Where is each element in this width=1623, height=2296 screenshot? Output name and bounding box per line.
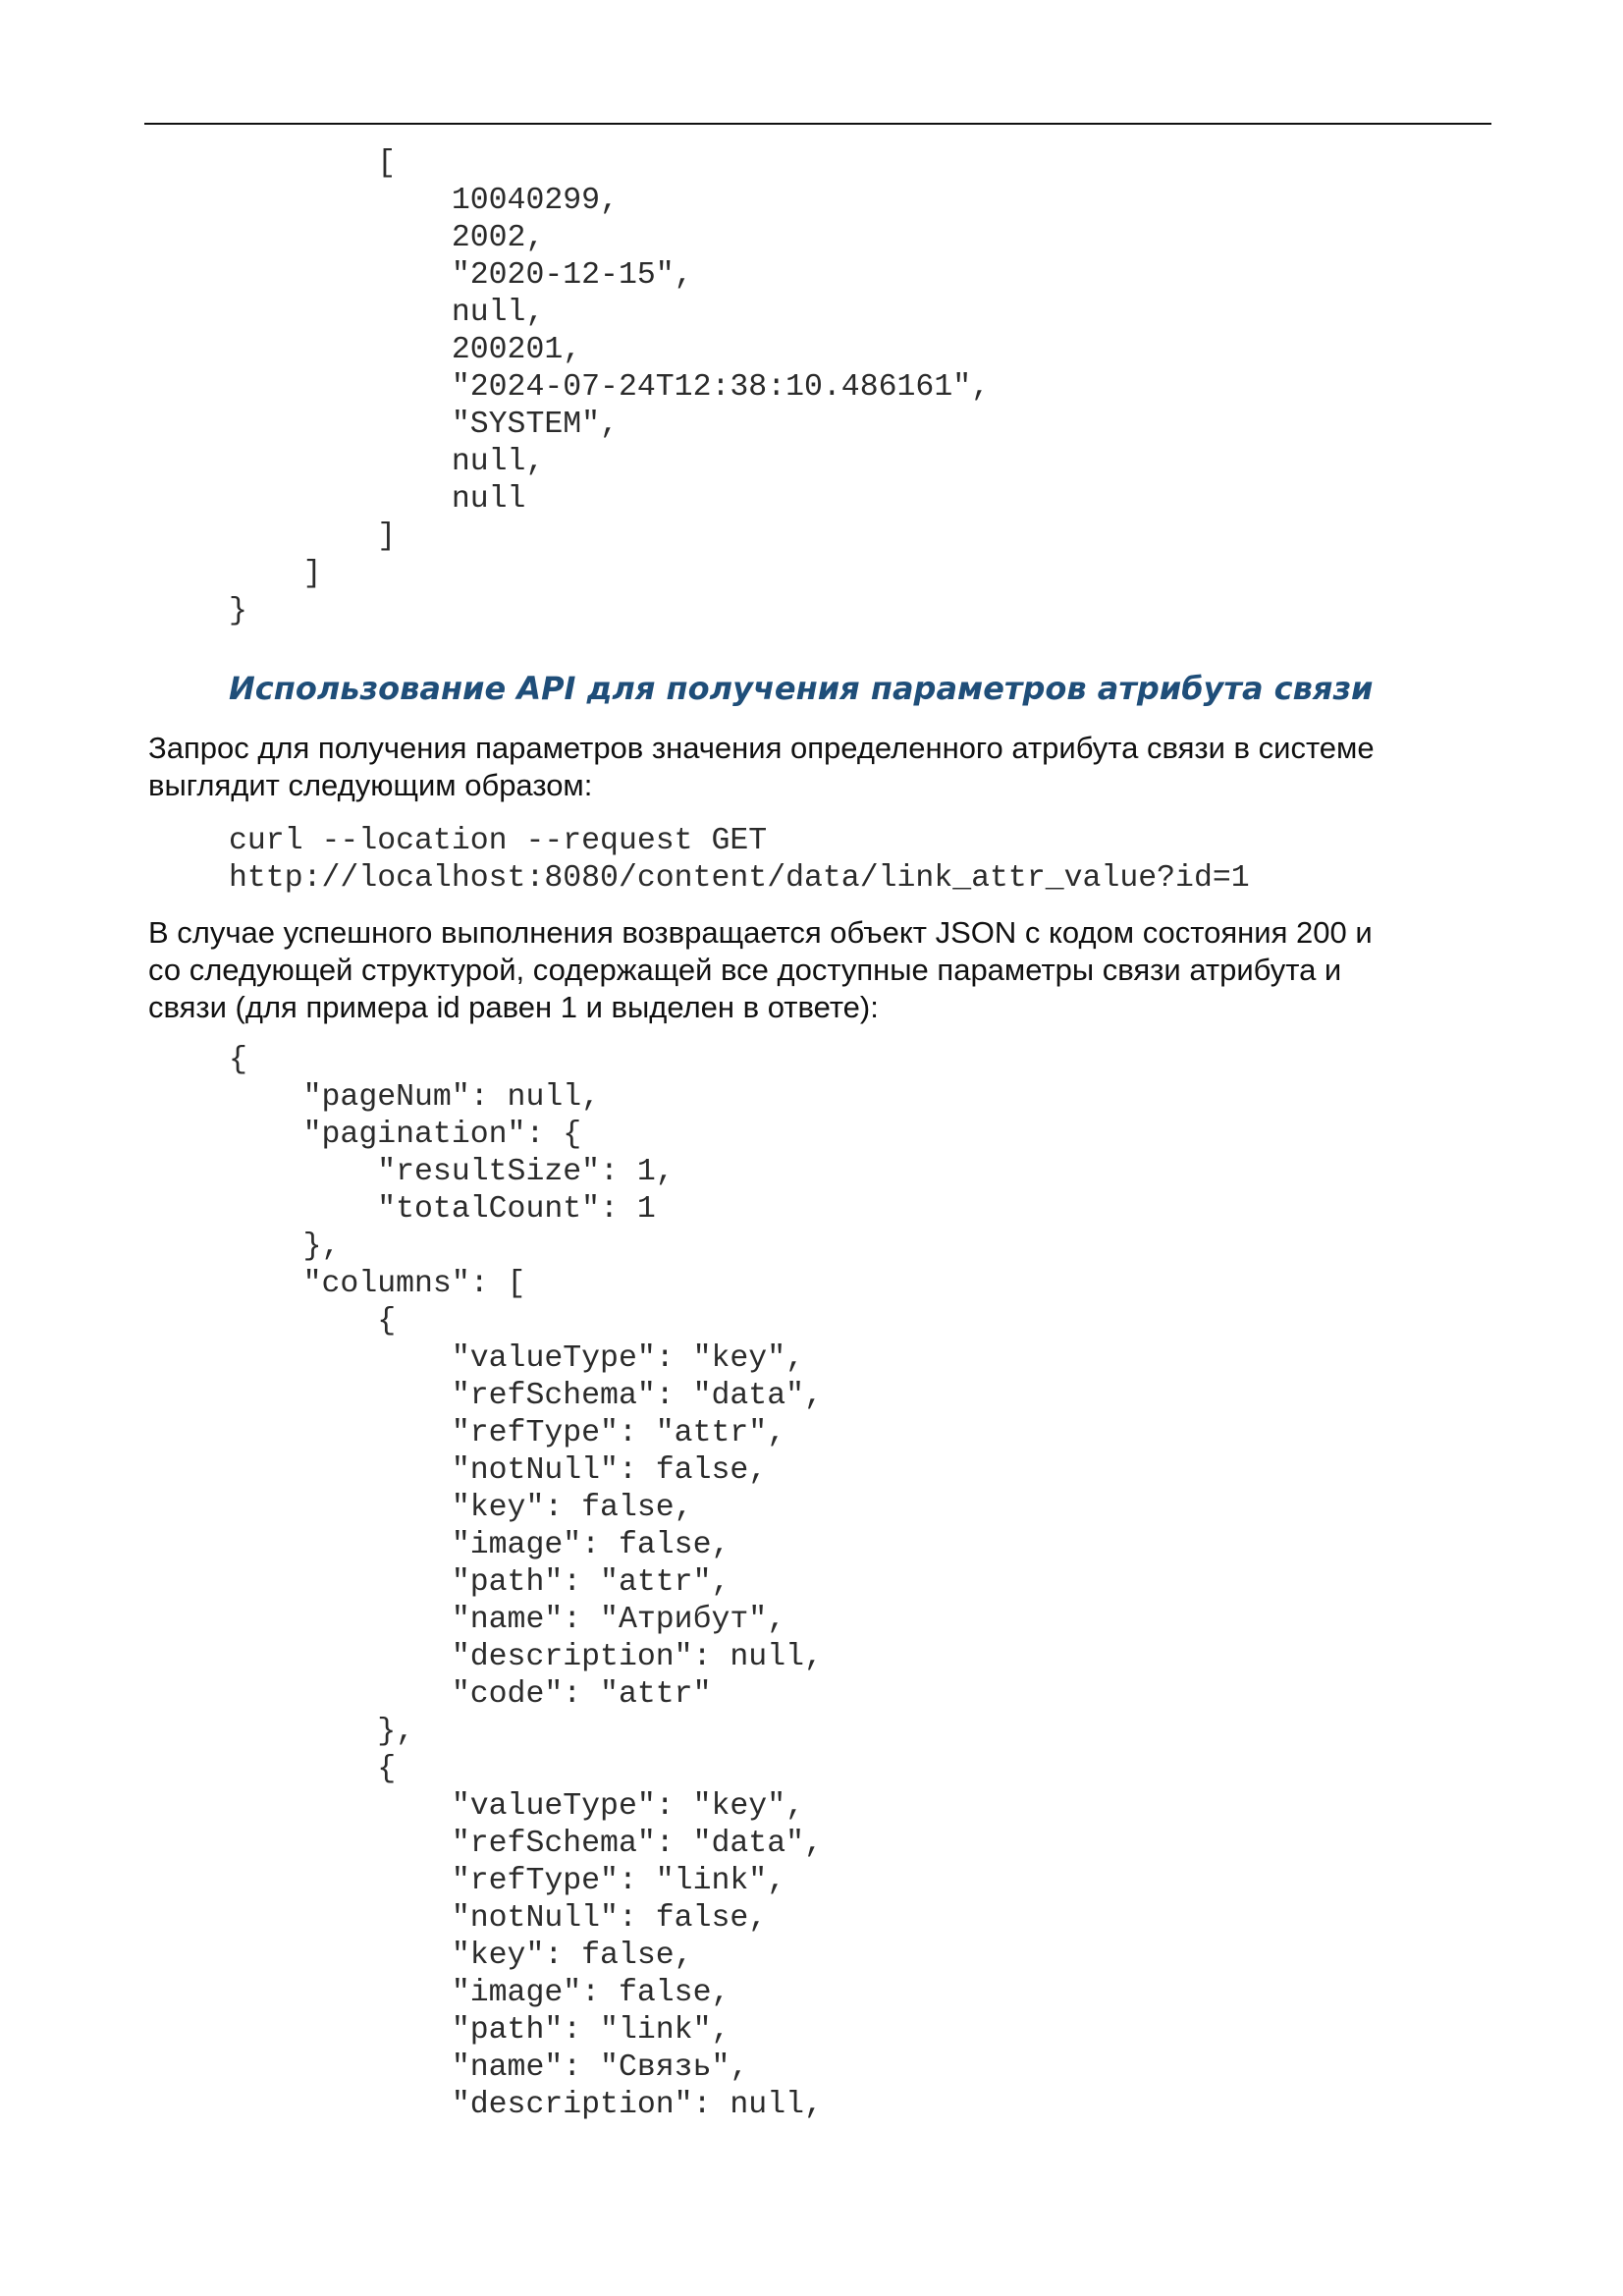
response-description-paragraph (148, 914, 1495, 1026)
code-line: "2020-12-15", (229, 258, 693, 293)
code-line: "SYSTEM", (229, 408, 619, 442)
code-line: "path": "attr", (229, 1565, 730, 1600)
code-line: }, (229, 1715, 415, 1749)
code-line: "valueType": "key", (229, 1789, 804, 1824)
code-line: "path": "link", (229, 2013, 730, 2048)
paragraph-line: Запрос для получения параметров значения определенного атрибута связи в системе (148, 731, 1375, 765)
code-line: }, (229, 1230, 341, 1264)
code-line: curl --location --request GET (229, 824, 768, 858)
code-line: ] (229, 519, 397, 554)
code-line: "resultSize": 1, (229, 1155, 675, 1189)
code-line: "valueType": "key", (229, 1341, 804, 1376)
code-line: "pagination": { (229, 1118, 582, 1152)
code-line: "description": null, (229, 2088, 823, 2122)
paragraph-line: В случае успешного выполнения возвращается объект JSON с кодом состояния 200 и (148, 915, 1373, 950)
code-line: "totalCount": 1 (229, 1192, 656, 1227)
code-line: http://localhost:8080/content/data/link_attr_value?id=1 (229, 861, 1250, 896)
code-line: "key": false, (229, 1491, 693, 1525)
code-line: "code": "attr" (229, 1677, 712, 1712)
code-line: null, (229, 445, 545, 479)
code-line: "columns": [ (229, 1267, 526, 1301)
code-line: [ (229, 146, 397, 181)
code-line: ] (229, 557, 322, 591)
code-line: "refType": "link", (229, 1864, 786, 1898)
code-line: "description": null, (229, 1640, 823, 1674)
code-block-array-tail (229, 145, 990, 630)
code-line: { (229, 1304, 397, 1339)
code-line: "name": "Связь", (229, 2050, 749, 2085)
code-line: "refSchema": "data", (229, 1827, 823, 1861)
code-line: "refType": "attr", (229, 1416, 786, 1450)
code-line: null (229, 482, 526, 517)
paragraph-line: со следующей структурой, содержащей все доступные параметры связи атрибута и (148, 953, 1342, 987)
request-description-paragraph (148, 730, 1495, 804)
code-line: 2002, (229, 221, 545, 255)
code-line: 200201, (229, 333, 582, 367)
paragraph-line: выглядит следующим образом: (148, 768, 593, 802)
code-line: 10040299, (229, 184, 619, 218)
code-line: "notNull": false, (229, 1901, 768, 1936)
code-line: { (229, 1043, 247, 1077)
paragraph-line: связи (для примера id равен 1 и выделен в ответе): (148, 990, 879, 1024)
code-line: "notNull": false, (229, 1453, 768, 1488)
code-line: "image": false, (229, 1528, 730, 1562)
section-heading: Использование API для получения параметров атрибута связи (229, 670, 1374, 707)
code-line: "2024-07-24T12:38:10.486161", (229, 370, 991, 405)
curl-command-block (229, 823, 1250, 898)
code-line: { (229, 1752, 397, 1786)
code-line: "key": false, (229, 1939, 693, 1973)
header-rule (144, 123, 1491, 125)
code-line: } (229, 594, 247, 629)
code-line: "name": "Атрибут", (229, 1603, 786, 1637)
code-line: "refSchema": "data", (229, 1379, 823, 1413)
code-line: "image": false, (229, 1976, 730, 2010)
code-line: null, (229, 296, 545, 330)
code-line: "pageNum": null, (229, 1080, 601, 1115)
json-response-block (229, 1042, 823, 2124)
